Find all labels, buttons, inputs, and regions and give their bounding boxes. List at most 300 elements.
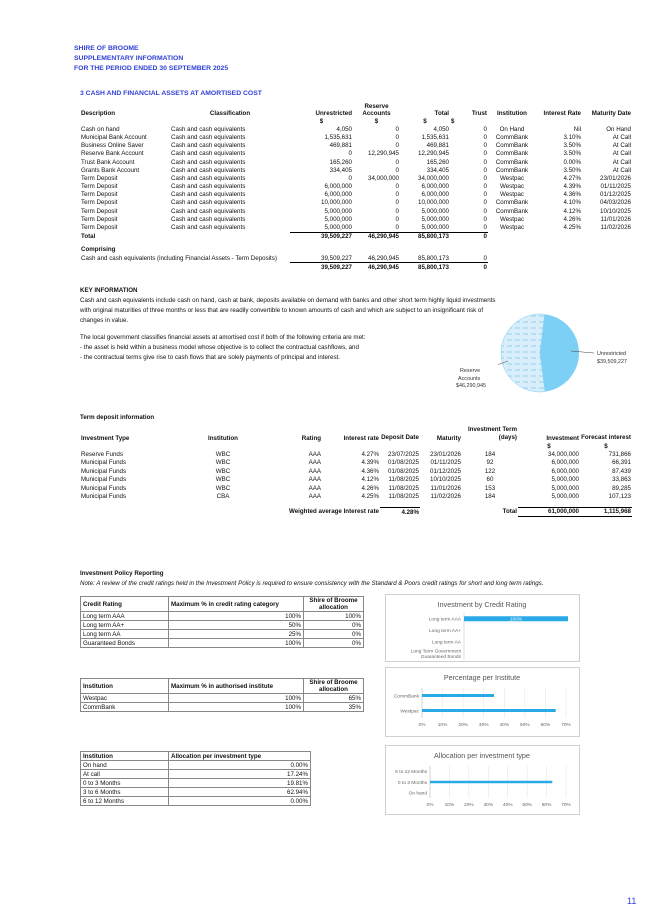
- table-cell: 1,535,631: [324, 133, 352, 141]
- table-row: [80, 484, 632, 492]
- table-cell: 0: [483, 224, 487, 232]
- table-cell: 107,123: [608, 493, 631, 501]
- col-shire-allocation: Shire of Broome allocation: [304, 679, 364, 694]
- chart-title: Allocation per investment type: [434, 751, 530, 760]
- chart-institute: [385, 667, 580, 737]
- col-forecast-interest: Forecast interest: [581, 434, 631, 441]
- weighted-label: Weighted average Interest rate: [289, 508, 379, 516]
- table-row: [80, 450, 632, 458]
- total-total: 85,800,173: [400, 232, 450, 241]
- table-cell: 731,866: [608, 451, 631, 459]
- table-cell: 60: [486, 476, 494, 484]
- table-cell: 4,050: [433, 125, 449, 133]
- table-cell: CommBank: [495, 133, 529, 141]
- x-tick-label: 30%: [483, 803, 494, 808]
- table-cell: 04/03/2026: [600, 199, 631, 207]
- table-cell: 6,000,000: [421, 183, 449, 191]
- key-info-bullet: - the asset is held within a business model whose objective is to collect the contractual cashflows, and: [80, 344, 359, 351]
- table-row: [80, 125, 632, 133]
- col-rating: Rating: [301, 435, 321, 442]
- table-cell: 0: [395, 183, 399, 191]
- table-cell: 5,000,000: [324, 207, 352, 215]
- table-cell: 0: [483, 199, 487, 207]
- table-cell: 100%: [169, 612, 304, 621]
- pie-label-reserve: [456, 368, 486, 391]
- table-row: [80, 459, 632, 467]
- allocation-table: [80, 751, 311, 806]
- table-cell: 11/01/2026: [430, 484, 461, 492]
- table-cell: 11/01/2026: [600, 215, 631, 223]
- pie-slice-reserve: [501, 314, 545, 392]
- table-cell: Term Deposit: [81, 191, 118, 199]
- bar: [422, 709, 556, 712]
- table-cell: 4.12%: [563, 207, 581, 215]
- table-cell: 3.50%: [563, 142, 581, 150]
- table-cell: 0: [395, 224, 399, 232]
- table-cell: At Call: [612, 150, 631, 158]
- col-total: Total: [434, 110, 449, 117]
- table-cell: 11/08/2025: [388, 493, 419, 501]
- table-cell: WBC: [215, 484, 231, 492]
- table-cell: 5,000,000: [551, 493, 579, 501]
- table-cell: 4.26%: [563, 215, 581, 223]
- table-cell: Cash and cash equivalents: [171, 150, 246, 158]
- table-cell: 4.27%: [563, 174, 581, 182]
- table-cell: Cash on hand: [81, 125, 120, 133]
- table-cell: CommBank: [495, 199, 529, 207]
- comprising-trust: 0: [483, 254, 487, 262]
- table-cell: At Call: [612, 133, 631, 141]
- credit-rating-table: [80, 596, 364, 648]
- currency-label: $: [451, 117, 455, 125]
- table-cell: CommBank: [495, 166, 529, 174]
- table-cell: Westpac: [81, 694, 169, 703]
- table-cell: Term Deposit: [81, 174, 118, 182]
- table-cell: CommBank: [81, 703, 169, 712]
- table-cell: 4.36%: [563, 191, 581, 199]
- key-info-text: changes in value.: [80, 317, 129, 324]
- table-cell: Cash and cash equivalents: [171, 199, 246, 207]
- table-cell: 10,000,000: [321, 199, 352, 207]
- x-tick-label: 50%: [522, 803, 532, 808]
- col-deposit-date: Deposit Date: [381, 434, 419, 441]
- table-cell: 23/01/2026: [600, 174, 631, 182]
- x-tick-label: 0%: [418, 723, 426, 728]
- table-cell: 5,000,000: [324, 215, 352, 223]
- table-cell: At Call: [612, 166, 631, 174]
- table-cell: 5,000,000: [421, 207, 449, 215]
- table-cell: 01/11/2025: [430, 459, 461, 467]
- pie-label-text: $39,509,227: [597, 358, 627, 365]
- table-cell: 0: [483, 133, 487, 141]
- table-cell: 11/02/2026: [600, 224, 631, 232]
- table-cell: 0: [395, 166, 399, 174]
- col-institution: Institution: [81, 752, 169, 761]
- col-description: Description: [81, 110, 116, 117]
- table-cell: 4.39%: [563, 183, 581, 191]
- table-cell: 6,000,000: [551, 459, 579, 467]
- td-total-forecast: 1,115,968: [580, 507, 632, 516]
- y-tick-label: Long term AA: [431, 640, 461, 646]
- table-cell: 0: [483, 166, 487, 174]
- table-cell: 0: [395, 207, 399, 215]
- table-cell: Cash and cash equivalents: [171, 166, 246, 174]
- table-cell: 4.36%: [361, 467, 379, 475]
- table-cell: 6,000,000: [324, 183, 352, 191]
- comprising-unrestricted: 39,509,227: [321, 254, 352, 262]
- table-cell: Long term AA+: [81, 621, 169, 630]
- table-cell: 0: [483, 215, 487, 223]
- comprising-label: Comprising: [81, 246, 116, 254]
- table-cell: 11/08/2025: [388, 484, 419, 492]
- table-cell: 0: [483, 183, 487, 191]
- table-row: [81, 788, 311, 797]
- col-institution: Institution: [497, 110, 527, 117]
- table-cell: 5,000,000: [421, 215, 449, 223]
- table-cell: 01/12/2025: [600, 191, 631, 199]
- pie-label-unrestricted: [597, 351, 627, 366]
- table-cell: 33,863: [612, 476, 631, 484]
- table-cell: 165,260: [329, 158, 352, 166]
- table-cell: CommBank: [495, 142, 529, 150]
- table-cell: Cash and cash equivalents: [171, 158, 246, 166]
- table-cell: 6,000,000: [324, 191, 352, 199]
- table-cell: At Call: [612, 142, 631, 150]
- comprising-total-total: 85,800,173: [400, 263, 450, 272]
- comprising-total-unrestricted: 39,509,227: [290, 263, 353, 272]
- table-row: [80, 142, 632, 150]
- table-cell: 23/01/2026: [430, 451, 461, 459]
- table-cell: Reserve Bank Account: [81, 150, 144, 158]
- table-cell: 100%: [169, 639, 304, 648]
- section-title: 3 CASH AND FINANCIAL ASSETS AT AMORTISED COST: [80, 90, 262, 97]
- table-cell: 01/08/2025: [388, 467, 419, 475]
- table-cell: Cash and cash equivalents: [171, 125, 246, 133]
- table-cell: 0: [395, 125, 399, 133]
- table-cell: 1,535,631: [421, 133, 449, 141]
- table-row: [81, 630, 364, 639]
- y-tick-label: Long term AAA: [428, 617, 461, 623]
- table-cell: 6 to 12 Months: [81, 797, 169, 806]
- comprising-total-trust: 0: [450, 263, 488, 272]
- table-cell: Cash and cash equivalents: [171, 174, 246, 182]
- table-cell: 5,000,000: [421, 224, 449, 232]
- table-cell: 0: [483, 150, 487, 158]
- total-trust: 0: [450, 232, 488, 241]
- table-cell: 0: [395, 191, 399, 199]
- table-cell: Westpac: [500, 183, 524, 191]
- report-subtitle: SUPPLEMENTARY INFORMATION: [74, 55, 184, 62]
- table-cell: 4.27%: [361, 451, 379, 459]
- table-cell: 184: [484, 493, 496, 501]
- key-info-bullet: - the contractual terms give rise to cash flows that are solely payments of principal and interest.: [80, 354, 340, 361]
- table-cell: Reserve Funds: [81, 451, 123, 459]
- table-cell: 3 to 6 Months: [81, 788, 169, 797]
- table-cell: Nil: [573, 125, 581, 133]
- table-cell: 4.25%: [361, 493, 379, 501]
- table-cell: CBA: [216, 493, 230, 501]
- key-information: [80, 286, 540, 363]
- table-cell: Term Deposit: [81, 215, 118, 223]
- col-unrestricted: Unrestricted: [315, 110, 352, 117]
- table-row: [80, 174, 632, 182]
- comprising-total-reserve: 46,290,945: [353, 263, 400, 272]
- table-cell: 122: [484, 467, 496, 475]
- policy-note: Note: A review of the credit ratings held in the Investment Policy is required to ensure consistency with the Standard & Poors credit ratings for short and long term ratings.: [80, 580, 544, 587]
- table-cell: 0: [395, 133, 399, 141]
- y-tick-label: Long term AA+: [429, 629, 461, 635]
- table-cell: 100%: [169, 694, 304, 703]
- col-investment: Investment: [546, 435, 579, 442]
- org-name: SHIRE OF BROOME: [74, 45, 139, 52]
- td-total-investment: 61,000,000: [518, 507, 580, 516]
- x-tick-label: 60%: [541, 803, 552, 808]
- x-tick-label: 70%: [561, 723, 571, 728]
- table-cell: On Hand: [606, 125, 631, 133]
- table-cell: Cash and cash equivalents: [171, 183, 246, 191]
- table-cell: 01/12/2025: [430, 467, 461, 475]
- bar: [430, 781, 552, 784]
- table-cell: 6,000,000: [551, 467, 579, 475]
- y-tick-label: Long Term Government: [410, 649, 461, 655]
- chart-title: Percentage per Institute: [443, 673, 521, 682]
- chart-allocation: [385, 745, 580, 815]
- key-info-text: Cash and cash equivalents include cash on hand, cash at bank, deposits available on demand with banks and other short term highly liquid investments: [80, 297, 496, 304]
- table-cell: 469,881: [329, 142, 352, 150]
- table-row: [81, 779, 311, 788]
- table-cell: Term Deposit: [81, 224, 118, 232]
- table-row: [81, 761, 311, 770]
- total-unrestricted: 39,509,227: [290, 232, 353, 241]
- table-row: [80, 476, 632, 484]
- table-cell: WBC: [215, 476, 231, 484]
- table-cell: 0: [483, 174, 487, 182]
- x-tick-label: 40%: [502, 803, 513, 808]
- table-cell: AAA: [308, 459, 321, 467]
- col-reserve: Reserve Accounts: [362, 103, 391, 117]
- key-info-text: with original maturities of three months or less that are readily convertible to known amounts of cash and which are subject to an insignificant risk of: [80, 307, 484, 314]
- table-cell: 01/11/2025: [600, 183, 631, 191]
- table-cell: 5,000,000: [324, 224, 352, 232]
- table-row: [81, 639, 364, 648]
- table-row: [80, 199, 632, 207]
- table-cell: 17.24%: [169, 770, 311, 779]
- y-tick-label: Westpac: [400, 709, 419, 715]
- x-tick-label: 40%: [499, 723, 510, 728]
- cash-assets-table: [80, 103, 632, 271]
- table-cell: 4.26%: [361, 484, 379, 492]
- table-cell: 0: [395, 215, 399, 223]
- table-cell: 34,000,000: [418, 174, 449, 182]
- table-cell: Municipal Funds: [81, 476, 127, 484]
- report-header: [74, 44, 228, 74]
- pie-label-text: Unrestricted: [597, 351, 627, 357]
- table-cell: Municipal Funds: [81, 493, 127, 501]
- pie-label-text: Reserve: [460, 368, 481, 374]
- col-shire-allocation: Shire of Broome allocation: [304, 597, 364, 612]
- table-cell: 0: [395, 158, 399, 166]
- table-cell: Municipal Funds: [81, 459, 127, 467]
- table-cell: 0: [348, 174, 352, 182]
- table-cell: 11/08/2025: [388, 476, 419, 484]
- table-cell: 5,000,000: [551, 476, 579, 484]
- table-cell: Westpac: [500, 174, 524, 182]
- table-cell: 4,050: [336, 125, 352, 133]
- table-cell: 3.10%: [563, 133, 581, 141]
- table-cell: Municipal Bank Account: [81, 133, 147, 141]
- x-tick-label: 0%: [426, 803, 434, 808]
- table-cell: AAA: [308, 484, 321, 492]
- table-cell: 0: [348, 150, 352, 158]
- table-cell: 0: [483, 158, 487, 166]
- table-cell: Guaranteed Bonds: [81, 639, 169, 648]
- col-maturity: Maturity Date: [591, 110, 631, 117]
- table-row: [80, 467, 632, 475]
- table-row: [81, 770, 311, 779]
- table-cell: 34,000,000: [368, 174, 399, 182]
- col-investment-type: Investment Type: [81, 435, 130, 442]
- table-cell: 11/02/2026: [430, 493, 461, 501]
- total-label: Total: [81, 232, 96, 240]
- table-cell: 153: [484, 484, 496, 492]
- key-info-title: KEY INFORMATION: [80, 287, 138, 294]
- table-cell: On Hand: [499, 125, 525, 133]
- report-period: FOR THE PERIOD ENDED 30 SEPTEMBER 2025: [74, 65, 229, 72]
- table-row: [81, 612, 364, 621]
- col-institution: Institution: [208, 435, 238, 442]
- col-trust: Trust: [471, 110, 487, 117]
- table-cell: At Call: [612, 158, 631, 166]
- table-cell: 184: [484, 451, 496, 459]
- table-cell: WBC: [215, 451, 231, 459]
- table-cell: At call: [81, 770, 169, 779]
- table-cell: AAA: [308, 451, 321, 459]
- table-cell: 92: [486, 459, 494, 467]
- col-max-institute: Maximum % in authorised institute: [169, 679, 304, 694]
- table-cell: CommBank: [495, 207, 529, 215]
- col-term: Investment Term (days): [467, 426, 517, 441]
- pie-label-text: $46,290,945: [456, 383, 486, 389]
- table-cell: 35%: [304, 703, 364, 712]
- table-row: [81, 694, 364, 703]
- table-cell: 19.81%: [169, 779, 311, 788]
- table-cell: Westpac: [500, 224, 524, 232]
- table-cell: 0: [395, 199, 399, 207]
- table-cell: 25%: [169, 630, 304, 639]
- col-interest-rate: Interest rate: [343, 435, 379, 442]
- table-cell: 0%: [304, 639, 364, 648]
- table-row: [80, 492, 632, 500]
- table-cell: 4.12%: [361, 476, 379, 484]
- pie-slice-unrestricted: [540, 314, 579, 391]
- table-cell: Westpac: [500, 215, 524, 223]
- table-cell: 0: [483, 207, 487, 215]
- y-tick-label: On hand: [408, 791, 427, 797]
- policy-title: Investment Policy Reporting: [80, 570, 164, 577]
- table-cell: 334,405: [329, 166, 352, 174]
- table-cell: AAA: [308, 476, 321, 484]
- table-cell: Business Online Saver: [81, 142, 144, 150]
- table-row: [80, 207, 632, 215]
- table-cell: Cash and cash equivalents: [171, 133, 246, 141]
- chart-title: Investment by Credit Rating: [437, 600, 527, 609]
- x-tick-label: 20%: [458, 723, 468, 728]
- table-cell: Municipal Funds: [81, 484, 127, 492]
- table-cell: 0%: [304, 621, 364, 630]
- table-row: [80, 223, 632, 232]
- term-deposit-title: Term deposit information: [80, 414, 155, 421]
- col-credit-rating: Credit Rating: [81, 597, 169, 612]
- table-cell: WBC: [215, 459, 231, 467]
- col-maturity: Maturity: [436, 435, 461, 442]
- table-cell: 34,000,000: [548, 451, 579, 459]
- col-institution: Institution: [81, 679, 169, 694]
- currency-label: $: [374, 117, 379, 125]
- table-row: [81, 621, 364, 630]
- table-cell: 100%: [304, 612, 364, 621]
- table-cell: 0.00%: [169, 761, 311, 770]
- table-cell: Long term AAA: [81, 612, 169, 621]
- table-cell: Municipal Funds: [81, 467, 127, 475]
- total-reserve: 46,290,945: [353, 232, 400, 241]
- table-cell: 6,000,000: [421, 191, 449, 199]
- x-tick-label: 50%: [520, 723, 530, 728]
- table-cell: Long term AA: [81, 630, 169, 639]
- table-cell: 0: [395, 142, 399, 150]
- table-cell: 23/07/2025: [388, 451, 419, 459]
- table-row: [80, 166, 632, 174]
- comprising-row-label: Cash and cash equivalents (including Financial Assets - Term Deposits): [81, 254, 277, 262]
- table-cell: 0: [483, 191, 487, 199]
- x-tick-label: 10%: [437, 723, 448, 728]
- table-cell: 65%: [304, 694, 364, 703]
- weighted-rate: 4.28%: [380, 507, 420, 516]
- table-row: [80, 133, 632, 141]
- table-cell: 469,881: [426, 142, 449, 150]
- table-cell: 4.10%: [563, 199, 581, 207]
- table-cell: 10/10/2025: [600, 207, 631, 215]
- table-cell: 100%: [169, 703, 304, 712]
- td-total-label: Total: [502, 508, 517, 516]
- currency-label: $: [547, 442, 551, 450]
- table-cell: Grants Bank Account: [81, 166, 140, 174]
- table-cell: 0%: [304, 630, 364, 639]
- currency-label: $: [319, 117, 324, 125]
- table-cell: Trust Bank Account: [81, 158, 135, 166]
- table-cell: Term Deposit: [81, 207, 118, 215]
- y-tick-label: CommBank: [393, 694, 419, 700]
- table-cell: 3.50%: [563, 150, 581, 158]
- pie-label-text: Accounts: [458, 375, 481, 382]
- table-cell: 87,439: [612, 467, 631, 475]
- table-cell: Cash and cash equivalents: [171, 191, 246, 199]
- table-cell: Cash and cash equivalents: [171, 207, 246, 215]
- table-row: [80, 191, 632, 199]
- table-row: [81, 703, 364, 712]
- bar: [422, 694, 494, 697]
- table-cell: 10,000,000: [418, 199, 449, 207]
- table-cell: CommBank: [495, 158, 529, 166]
- table-cell: 01/08/2025: [388, 459, 419, 467]
- col-rate: Interest Rate: [543, 110, 581, 117]
- table-cell: 165,260: [426, 158, 449, 166]
- comprising-total: 85,800,173: [418, 254, 449, 262]
- table-cell: AAA: [308, 493, 321, 501]
- table-cell: 334,405: [426, 166, 449, 174]
- table-cell: 50%: [169, 621, 304, 630]
- comprising-reserve: 46,290,945: [368, 254, 399, 262]
- table-cell: 12,290,945: [418, 150, 449, 158]
